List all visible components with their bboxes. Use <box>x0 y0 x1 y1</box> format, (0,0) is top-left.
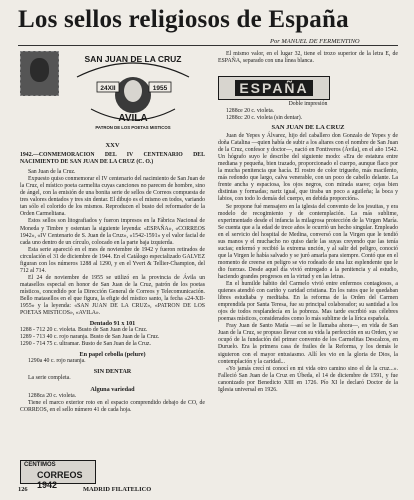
dentado-line-1: 1288 - 712 20 c. violeta. Busto de San Juan de la Cruz. <box>20 327 148 334</box>
left-paragraph-2: Estos sellos son litografiados y fueron impresos en la Fábrica Nacional de Moneda y Timbre y ostentan la siguiente leyenda: «ESPAÑA», «CORREOS 1942», «IV Centenario de S. Juan de la Cruz», «1542-1591» y el valor facial de cada uno dentro de un círculo, colocado en la parte baja izquierda. <box>20 218 205 246</box>
stamp-centimos-text: CENTIMOS <box>24 462 56 468</box>
postmark-top-text: SAN JUAN DE LA CRUZ <box>84 54 182 64</box>
article-title: Los sellos religiosos de España <box>18 6 349 33</box>
intro-paragraph: El mismo valor, en el lugar 32, tiene el trozo superior de la letra E, de ESPAÑA, separado con una línea blanca. <box>218 51 398 65</box>
papel-heading: En papel cebolla (pelure) <box>79 351 146 359</box>
alguna-line-1: 1288ca 20 c. violeta. <box>28 392 77 399</box>
title-rule <box>18 45 398 46</box>
dentado-line-2: 1289 - 713 40 c. rojo naranja. Busto de San Juan de la Cruz. <box>20 334 160 341</box>
sin-dentar-heading: SIN DENTAR <box>93 368 132 376</box>
right-paragraph-4: Fray Juan de Santo Matía —así se le llamaba ahora—, en vida de San Juan de la Cruz, se propuso llevar con su vida la perfección en su Orden, y se ocupó de la fundación del primer convento de los Carmelitas Descalzos, en Duruelo. Era la primera casa de frailes de la Reforma, y los demás le siguieron con el mayor entusiasmo. Allí les vio en la gloria de Dios, la contemplación y la caridad... <box>218 323 398 365</box>
byline: Por MANUEL DE FERMENTINO <box>270 38 360 45</box>
sin-dentar-line-1: La serie completa. <box>28 375 71 382</box>
postmark-year-text: 1955 <box>152 85 168 92</box>
alguna-heading: Alguna variedad <box>90 385 135 393</box>
left-paragraph-3: Esta serie apareció en el mes de noviembre de 1942 y fueron retirados de circulación el 31 de diciembre de 1944. En el Catálogo especializado GALVEZ figuran con los números 1288 al 1290, y en el Yvert & Tellier-Champion, del 712 al 714. <box>20 246 205 274</box>
stamp-portrait-image <box>20 51 59 96</box>
right-paragraph-1: Juan de Yepes y Álvarez, hijo del caballero don Gonzalo de Yepes y de doña Catalina —quien había de subir a los altares con el nombre de San Juan de la Cruz, confesor y doctor—, nació en Fontiveros (Ávila), en el año 1542. Un hógrafo suyo le describe del siguiente modo: «Era de estatura entre mediana y pequeña, bien trazado, proporcionado el cuerpo, aunque flaco por la mucha penitencia que hacía. El rostro de color trigueño, más macilento, más redondo que largo, calva venerable, con un poco de cabello delante. La frente ancha y espaciosa, los ojos negros, con mirada suave; cejas bien distintas y formadas; nariz igual, que tiraba un poco a aguileña; la boca y labios, con todo lo demás del cuerpo, en debida proporción». <box>218 133 398 203</box>
postmark-svg <box>63 49 203 131</box>
espana-text: ESPAÑA <box>235 80 312 96</box>
right-intro-column <box>218 51 398 65</box>
right-paragraph-5: «Yo jamás crecí ni conocí en mi vida otro camino sino el de la cruz...». Falleció San Juan de la Cruz en Úbeda, el 14 de diciembre de 1591, y fue canonizado por Benedicto XIII en 1726. Pío XI le declaró Doctor de la Iglesia universal en 1926. <box>218 365 398 393</box>
dentado-heading: Dentado 91 x 101 <box>89 320 136 328</box>
alguna-line-2: Tiene el marco exterior roto en el espacio comprendido debajo de CO, de CORREOS, en el sello número 41 de cada hoja. <box>20 399 205 413</box>
left-paragraph-1: Expuesto quiso conmemorar el IV centenario del nacimiento de San Juan de la Cruz, el místico poeta carmelita cuyas canciones no parecen de hombre, sino de ángel, con la emisión de una bonita serie de sellos de Correos compuesta de tres valores dentados y tres sin dentar. El dibujo es el mismo en todos, variando tan sólo el colorido de los mismos. Reproducen el busto del reformador de la Orden Carmelitana. <box>20 176 205 218</box>
page-number: 126 <box>18 486 28 493</box>
saint-portrait-icon <box>30 58 49 82</box>
espana-detail-image <box>218 76 330 100</box>
stamp-correos-text: CORREOS 1942 <box>37 470 83 490</box>
right-paragraph-3: En el humilde hábito del Carmelo vivió entre enfermos contagiosos, a quienes atendió con cariño y caridad cristiana. En los ratos que le quedaban libres estudiaba y meditaba. En la reforma de la Orden del Carmen emprendida por Santa Teresa, fue su principal colaborador; su santidad a los ojos de todos resplandecía en la pobreza. Mas tarde escribió sus célebres poemas místicos, considerados como lo más sublime de la lírica española. <box>218 281 398 323</box>
left-subtitle: San Juan de la Cruz. <box>28 169 76 176</box>
postmark-date-text: 24XII <box>100 85 116 92</box>
doble-impresion-block <box>218 101 398 122</box>
postmark-city-text: AVILA <box>118 113 148 124</box>
right-heading: SAN JUAN DE LA CRUZ <box>271 124 345 131</box>
papel-line-1: 1290a 40 c. rojo naranja. <box>28 358 86 365</box>
commemoration-heading: 1942.—CONMEMORACION DEL IV CENTENARIO DEL NACIMIENTO DE SAN JUAN DE LA CRUZ (C. O.) <box>20 152 205 166</box>
stamp-detail-image <box>20 460 96 490</box>
doble-line-1: 1288ce 20 c. violeta. <box>226 108 275 115</box>
doble-heading: Doble impresión <box>288 101 328 107</box>
left-paragraph-4: El 24 de noviembre de 1955 se utilizó en la provincia de Ávila un matasellos especial en honor de San Juan de la Cruz, patrón de los poetas místicos, concedido por la Dirección General de Correos y Telecomunicación. Bello matasellos en el que figura, la efigie del místico santo, la fecha «24-XII-1955» y la leyenda: «SAN JUAN DE LA CRUZ», «PATRON DE LOS POETAS MISTICOS», «AVILA». <box>20 274 205 317</box>
section-number: XXV <box>105 142 120 149</box>
right-paragraph-2: Se propone fué mensajero en la iglesia del convento de los jesuitas, y era modelo de recogimiento y de contemplación. La más sublime, experimentado desde el infancia la milagrosa protección de la Virgen María. Se cuenta que a la edad de trece años le ocurrió un hecho singular. Empleado en el servicio del hospital de Medina, conversó con la Virgen que le tendió sus manos y el muchacho no quiso darle las suyas creyendo que las tenía sucias; enfermó y recibió la extrema unción, y al salir del peligro, conoció que la Virgen le había salvado y se juró amarla para siempre. Contó que en el momento de creerse en peligro se vio rodeado de una luz esplendente que le dio fuerzas. Desde aquel día vivió entregado a la penitencia y al estudio, haciendo grandes progresos en la virtud y en las letras. <box>218 203 398 280</box>
right-column <box>218 124 398 482</box>
magazine-name: MADRID FILATELICO <box>83 486 152 493</box>
postmark-image <box>63 49 203 131</box>
postmark-bottom-text: PATRON DE LOS POETAS MISTICOS <box>95 125 171 130</box>
dentado-line-3: 1290 - 714 75 c. ultramar. Busto de San Juan de la Cruz. <box>20 341 151 348</box>
left-column <box>20 142 205 414</box>
doble-line-2: 1288cc 20 c. violeta (sin dentar). <box>226 115 303 122</box>
